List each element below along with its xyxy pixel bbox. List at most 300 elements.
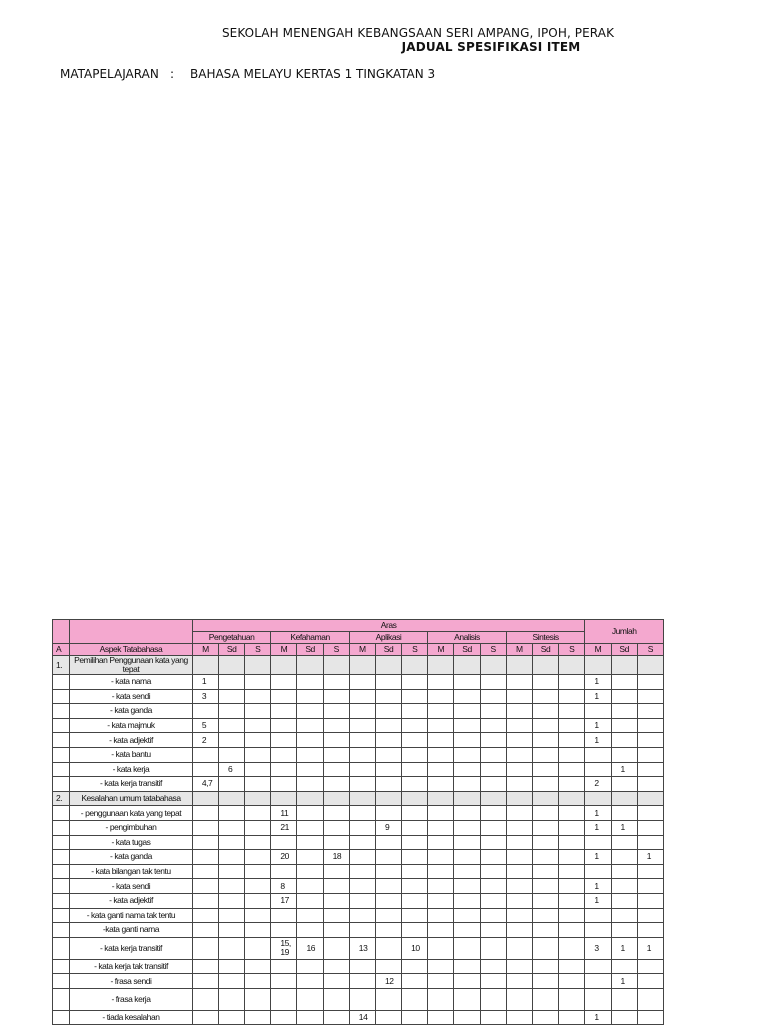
row-cell [245, 733, 271, 748]
row-cell [297, 820, 323, 835]
row-cell: 1 [637, 937, 663, 959]
table-row [53, 1010, 664, 1025]
row-cell [506, 893, 532, 908]
row-cell [271, 777, 297, 792]
row-number [53, 959, 70, 974]
row-cell [428, 923, 454, 938]
row-aspect: - kata majmuk [70, 718, 193, 733]
row-cell [428, 733, 454, 748]
row-cell [559, 937, 585, 959]
row-cell [559, 923, 585, 938]
row-cell [245, 908, 271, 923]
row-cell [402, 864, 428, 879]
row-cell [611, 656, 637, 675]
row-cell [245, 675, 271, 690]
row-cell [349, 908, 375, 923]
row-cell [297, 988, 323, 1010]
table-row [53, 675, 664, 690]
row-cell [454, 733, 480, 748]
row-cell [245, 850, 271, 865]
row-cell [611, 675, 637, 690]
subheader-cell: M [271, 644, 297, 656]
row-aspect: - kata tugas [70, 835, 193, 850]
row-cell [611, 850, 637, 865]
row-cell [480, 791, 506, 806]
row-cell [480, 908, 506, 923]
row-cell [480, 864, 506, 879]
row-cell: 10 [402, 937, 428, 959]
row-cell [611, 923, 637, 938]
row-cell [402, 689, 428, 704]
row-cell [297, 762, 323, 777]
row-cell [532, 733, 558, 748]
row-cell [480, 937, 506, 959]
row-cell [349, 835, 375, 850]
row-cell [375, 675, 401, 690]
row-cell [271, 1010, 297, 1025]
subheader-cell: M [428, 644, 454, 656]
row-cell [637, 718, 663, 733]
row-cell [245, 974, 271, 989]
row-cell: 4,7 [192, 777, 218, 792]
row-cell: 1 [611, 974, 637, 989]
row-cell [611, 806, 637, 821]
row-cell [219, 656, 245, 675]
row-cell [375, 733, 401, 748]
row-aspect: Pemilihan Penggunaan kata yang tepat [70, 656, 193, 675]
header-analisis: Analisis [428, 632, 506, 644]
row-cell [271, 704, 297, 719]
row-cell [297, 850, 323, 865]
subject-value: BAHASA MELAYU KERTAS 1 TINGKATAN 3 [190, 67, 436, 81]
row-cell [585, 835, 611, 850]
row-cell [271, 908, 297, 923]
row-cell: 5 [192, 718, 218, 733]
row-cell [611, 908, 637, 923]
row-cell [428, 718, 454, 733]
row-cell [192, 835, 218, 850]
row-cell [559, 988, 585, 1010]
row-cell [428, 806, 454, 821]
row-cell [245, 777, 271, 792]
subheader-cell: S [480, 644, 506, 656]
row-cell [454, 675, 480, 690]
row-cell [428, 937, 454, 959]
row-cell [245, 762, 271, 777]
subheader-cell: Sd [219, 644, 245, 656]
row-number [53, 704, 70, 719]
row-cell [506, 835, 532, 850]
row-cell: 1 [585, 1010, 611, 1025]
row-cell [428, 864, 454, 879]
row-cell [349, 689, 375, 704]
row-aspect: - kata kerja transitif [70, 937, 193, 959]
row-cell [323, 820, 349, 835]
row-cell [559, 733, 585, 748]
subheader-cell: S [245, 644, 271, 656]
row-cell [611, 747, 637, 762]
row-cell [323, 747, 349, 762]
row-cell [271, 718, 297, 733]
row-cell [375, 879, 401, 894]
row-cell [428, 908, 454, 923]
row-cell [219, 675, 245, 690]
row-cell [480, 893, 506, 908]
row-cell [559, 777, 585, 792]
row-number [53, 937, 70, 959]
row-cell [532, 864, 558, 879]
row-cell [245, 937, 271, 959]
row-cell [323, 988, 349, 1010]
row-cell [375, 762, 401, 777]
row-cell [480, 974, 506, 989]
row-cell [454, 718, 480, 733]
row-cell [219, 850, 245, 865]
row-cell [585, 923, 611, 938]
row-cell [559, 675, 585, 690]
row-cell [323, 718, 349, 733]
row-cell [559, 864, 585, 879]
subject-label: MATAPELAJARAN [60, 67, 159, 81]
row-cell: 20 [271, 850, 297, 865]
row-cell [219, 791, 245, 806]
row-cell [297, 777, 323, 792]
row-cell [271, 762, 297, 777]
row-cell [585, 704, 611, 719]
row-cell: 8 [271, 879, 297, 894]
row-cell [323, 689, 349, 704]
row-cell [428, 1010, 454, 1025]
row-cell [454, 879, 480, 894]
row-cell [637, 806, 663, 821]
row-cell [532, 656, 558, 675]
row-cell: 1 [585, 733, 611, 748]
row-cell [271, 835, 297, 850]
header-aras: Aras [192, 620, 585, 632]
subheader-cell: Sd [297, 644, 323, 656]
subject-colon: : [170, 67, 175, 81]
row-cell [219, 974, 245, 989]
row-cell: 3 [192, 689, 218, 704]
row-cell [245, 835, 271, 850]
row-cell [506, 689, 532, 704]
row-cell [480, 656, 506, 675]
row-cell [192, 762, 218, 777]
row-cell [245, 689, 271, 704]
row-cell [402, 704, 428, 719]
row-cell [428, 747, 454, 762]
table-row [53, 893, 664, 908]
row-cell [428, 704, 454, 719]
subheader-cell: M [506, 644, 532, 656]
row-cell [532, 718, 558, 733]
row-number [53, 718, 70, 733]
row-cell [532, 988, 558, 1010]
row-number [53, 762, 70, 777]
row-cell [402, 718, 428, 733]
row-cell [585, 959, 611, 974]
row-cell [454, 747, 480, 762]
row-aspect: - kata sendi [70, 879, 193, 894]
row-cell [245, 923, 271, 938]
row-cell [611, 718, 637, 733]
row-cell [480, 850, 506, 865]
row-cell [402, 908, 428, 923]
row-cell [349, 791, 375, 806]
row-cell: 1 [585, 806, 611, 821]
row-aspect: - kata ganti nama tak tentu [70, 908, 193, 923]
row-cell [506, 747, 532, 762]
row-cell [637, 893, 663, 908]
row-cell [506, 937, 532, 959]
header-pengetahuan: Pengetahuan [192, 632, 270, 644]
row-cell [402, 791, 428, 806]
row-cell [297, 908, 323, 923]
row-number [53, 1010, 70, 1025]
row-cell [349, 893, 375, 908]
row-cell [192, 893, 218, 908]
row-cell [219, 908, 245, 923]
row-cell [480, 959, 506, 974]
row-cell [506, 656, 532, 675]
row-cell: 9 [375, 820, 401, 835]
row-cell [506, 791, 532, 806]
row-cell [506, 923, 532, 938]
row-cell [245, 747, 271, 762]
row-cell [454, 791, 480, 806]
row-aspect: - tiada kesalahan [70, 1010, 193, 1025]
row-cell [428, 850, 454, 865]
row-cell [637, 879, 663, 894]
row-cell [637, 791, 663, 806]
row-cell [349, 806, 375, 821]
row-cell [559, 747, 585, 762]
row-cell [297, 1010, 323, 1025]
row-cell: 1 [611, 762, 637, 777]
row-cell [428, 762, 454, 777]
row-cell [219, 689, 245, 704]
row-cell [297, 656, 323, 675]
row-cell [271, 733, 297, 748]
row-cell [559, 879, 585, 894]
row-cell [480, 747, 506, 762]
row-cell [637, 747, 663, 762]
row-number [53, 733, 70, 748]
row-cell [454, 1010, 480, 1025]
header-sintesis: Sintesis [506, 632, 585, 644]
row-cell [532, 820, 558, 835]
row-cell [402, 893, 428, 908]
row-cell [506, 879, 532, 894]
row-cell [454, 704, 480, 719]
row-cell [323, 923, 349, 938]
row-cell [559, 704, 585, 719]
row-cell [402, 850, 428, 865]
table-row [53, 937, 664, 959]
row-cell [532, 908, 558, 923]
row-cell [297, 893, 323, 908]
row-cell: 1 [611, 937, 637, 959]
table-row [53, 864, 664, 879]
row-cell [349, 974, 375, 989]
row-cell [611, 959, 637, 974]
row-aspect: - kata kerja tak transitif [70, 959, 193, 974]
row-cell [480, 879, 506, 894]
row-cell [375, 806, 401, 821]
table-row [53, 689, 664, 704]
row-cell [637, 733, 663, 748]
row-cell [454, 893, 480, 908]
row-cell [506, 806, 532, 821]
row-cell [271, 747, 297, 762]
row-cell [349, 762, 375, 777]
row-cell [428, 820, 454, 835]
row-cell: 1 [611, 820, 637, 835]
row-cell [297, 791, 323, 806]
row-cell [532, 1010, 558, 1025]
row-cell [480, 762, 506, 777]
row-cell: 11 [271, 806, 297, 821]
row-cell: 18 [323, 850, 349, 865]
table-row [53, 704, 664, 719]
row-cell [480, 1010, 506, 1025]
row-cell: 6 [219, 762, 245, 777]
row-aspect: - frasa kerja [70, 988, 193, 1010]
row-cell [375, 850, 401, 865]
table-row [53, 656, 664, 675]
row-cell [611, 777, 637, 792]
row-cell [559, 762, 585, 777]
row-cell [219, 937, 245, 959]
row-cell [323, 777, 349, 792]
row-cell [532, 762, 558, 777]
row-cell [245, 879, 271, 894]
row-cell [245, 864, 271, 879]
row-cell [428, 791, 454, 806]
row-number [53, 974, 70, 989]
row-cell [506, 777, 532, 792]
row-number [53, 864, 70, 879]
header-col-a: A [53, 644, 70, 656]
row-number: 2. [53, 791, 70, 806]
row-cell [245, 893, 271, 908]
row-cell [611, 988, 637, 1010]
row-cell [532, 704, 558, 719]
row-cell [480, 718, 506, 733]
row-cell [637, 988, 663, 1010]
row-number [53, 908, 70, 923]
row-number [53, 850, 70, 865]
table-row [53, 974, 664, 989]
row-cell [323, 733, 349, 748]
row-cell [402, 656, 428, 675]
row-cell: 1 [192, 675, 218, 690]
row-cell [454, 689, 480, 704]
row-number [53, 835, 70, 850]
row-cell [637, 656, 663, 675]
row-cell [532, 777, 558, 792]
header-spacer-a [53, 620, 70, 644]
row-cell [532, 974, 558, 989]
table-row [53, 777, 664, 792]
row-cell [219, 864, 245, 879]
row-cell [375, 923, 401, 938]
row-cell [506, 1010, 532, 1025]
row-cell [219, 820, 245, 835]
table-row [53, 820, 664, 835]
row-cell [637, 974, 663, 989]
row-cell [402, 988, 428, 1010]
row-cell [559, 791, 585, 806]
row-cell: 1 [585, 820, 611, 835]
subheader-cell: M [349, 644, 375, 656]
row-cell [323, 704, 349, 719]
row-cell [192, 806, 218, 821]
row-cell [297, 923, 323, 938]
row-number [53, 988, 70, 1010]
row-aspect: - kata sendi [70, 689, 193, 704]
row-cell [219, 923, 245, 938]
row-aspect: - kata bantu [70, 747, 193, 762]
row-cell [349, 733, 375, 748]
row-cell [454, 864, 480, 879]
row-cell [192, 704, 218, 719]
row-cell [428, 656, 454, 675]
row-cell [375, 791, 401, 806]
row-cell [611, 704, 637, 719]
row-cell [192, 908, 218, 923]
header-aplikasi: Aplikasi [349, 632, 427, 644]
row-cell [506, 908, 532, 923]
row-cell [637, 959, 663, 974]
row-cell [219, 777, 245, 792]
row-cell: 15, 19 [271, 937, 297, 959]
row-cell [585, 656, 611, 675]
row-cell [559, 908, 585, 923]
row-cell [611, 864, 637, 879]
row-cell [323, 864, 349, 879]
row-cell [245, 988, 271, 1010]
row-cell [192, 791, 218, 806]
row-aspect: - kata kerja transitif [70, 777, 193, 792]
row-cell [428, 988, 454, 1010]
table-row [53, 806, 664, 821]
row-cell [506, 675, 532, 690]
row-cell [532, 675, 558, 690]
row-cell [480, 806, 506, 821]
row-cell [219, 704, 245, 719]
row-cell [349, 675, 375, 690]
row-cell: 17 [271, 893, 297, 908]
row-cell [532, 923, 558, 938]
row-cell [192, 937, 218, 959]
row-cell [245, 704, 271, 719]
row-cell [532, 850, 558, 865]
row-aspect: - kata bilangan tak tentu [70, 864, 193, 879]
row-cell [559, 974, 585, 989]
row-aspect: - kata kerja [70, 762, 193, 777]
row-number [53, 747, 70, 762]
row-cell [349, 718, 375, 733]
row-cell [323, 1010, 349, 1025]
row-cell [480, 777, 506, 792]
row-cell [532, 689, 558, 704]
row-cell [532, 937, 558, 959]
row-cell [611, 791, 637, 806]
row-cell [454, 959, 480, 974]
subheader-cell: S [323, 644, 349, 656]
row-cell [192, 656, 218, 675]
